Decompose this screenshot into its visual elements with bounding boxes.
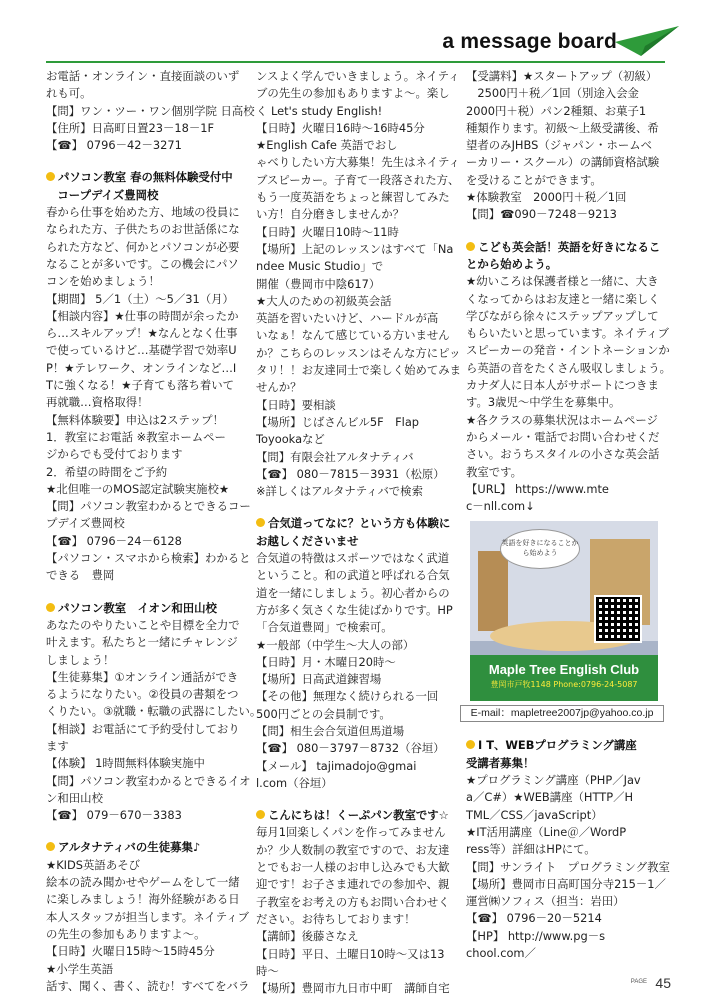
text-line: 【場所】豊岡市九日市中町 講師自宅: [256, 981, 450, 996]
text-line: もらいたいと思っています。ネイティブ: [466, 326, 669, 341]
text-line: に楽しみましょう！海外経験がある日: [46, 892, 240, 907]
text-line: れも可。: [46, 86, 92, 101]
text-line: 時～: [256, 963, 279, 978]
article-heading: I T、WEBプログラミング講座: [466, 737, 662, 754]
text-line: タリ！！お友達同士で楽しく始めてみま: [256, 363, 462, 378]
text-line: せんか？: [256, 380, 302, 395]
text-line: TML／CSS／javaScript）: [466, 807, 603, 822]
text-line: 本人スタッフが担当します。ネイティブ: [46, 909, 249, 924]
text-line: 【問】パソコン教室わかるとできるイオ: [46, 773, 251, 788]
text-line: 【問】サンライト プログラミング教室: [466, 859, 670, 874]
text-line: 1．教室にお電話 ※教室ホームペー: [46, 429, 226, 444]
text-line: ★北但唯一のMOS認定試験実施校★: [46, 481, 230, 496]
bullet-dot-icon: [46, 842, 55, 851]
text-line: ンスよく学んでいきましょう。ネイティ: [256, 69, 460, 83]
text-line: 望者のみJHBS（ジャパン・ホームベ: [466, 138, 653, 153]
text-line: 合気道の特徴はスポーツではなく武道: [256, 551, 450, 566]
text-line: ゃべりしたい方大募集！先生はネイティ: [256, 155, 460, 170]
text-line: ブの先生の参加もありますよ～。楽し: [256, 86, 450, 101]
page-number: 45: [655, 975, 671, 991]
text-line: 再就職…資格取得！: [46, 395, 149, 410]
text-line: の先生の参加もありますよ～。: [46, 926, 206, 941]
text-line: ress等）詳細はHPにて。: [466, 842, 596, 857]
text-line: 英語を習いたいけど、ハードルが高: [256, 311, 439, 326]
text-line: 種類作ります。初級～上級受講後、希: [466, 120, 659, 135]
text-line: コンを始めましょう！: [46, 274, 160, 289]
text-line: 【日時】平日、土曜日10時～又は13: [256, 946, 445, 961]
text-line: ★English Cafe 英語でおし: [256, 138, 398, 153]
text-line: を受けることができます。: [466, 172, 602, 187]
text-line: 【問】パソコン教室わかるとできるコー: [46, 499, 251, 514]
ad-title: Maple Tree English Club: [488, 662, 640, 678]
text-line: 子教室をお考えの方もお問い合わせく: [256, 894, 450, 909]
text-line: 【日時】月・木曜日20時～: [256, 654, 396, 669]
ad-speech-bubble: 英語を好きになることから始めよう: [500, 529, 580, 569]
text-line: 【その他】無理なく続けられる一回: [256, 689, 439, 704]
text-line: プデイズ豊岡校: [46, 516, 125, 531]
text-line: 話す、聞く、書く、読む！すべてをバラ: [46, 978, 250, 993]
text-line: 開催（豊岡市中陰617）: [256, 276, 381, 291]
text-line: スピーカーの発音・イントネーションか: [466, 343, 670, 358]
text-line: さい。おうちスタイルの小さな英会話: [466, 447, 660, 462]
ad-address: 豊岡市戸牧1148 Phone:0796-24-5087: [490, 680, 638, 690]
text-line: ★KIDS英語あそび: [46, 857, 140, 872]
spacer: [46, 824, 246, 839]
text-line: 【日時】火曜日10時～11時: [256, 224, 399, 239]
text-line: Toyookaなど: [256, 432, 325, 447]
qr-code-icon: [594, 595, 642, 643]
text-line: 500円ごとの会員制です。: [256, 706, 391, 721]
text-line: 【無料体験要】申込は2ステップ！: [46, 412, 224, 427]
text-line: か？こちらのレッスンはそんな方にピッ: [256, 345, 461, 360]
text-line: 【問】ワン・ツー・ワン個別学院 日高校: [46, 103, 255, 118]
article-heading: とから始めよう。: [466, 256, 558, 271]
column-3-bottom: [466, 722, 670, 962]
text-line: 【場所】日高武道錬習場: [256, 672, 382, 687]
column-3: [466, 68, 672, 983]
article-heading: アルタナティバの生徒募集♪: [46, 839, 246, 856]
text-line: 「合気道豊岡」で検索可。: [256, 620, 393, 635]
text-line: 【メール】 tajimadojo@gmai: [256, 758, 417, 773]
text-line: 【問】☎090－7248－9213: [466, 207, 617, 222]
bullet-dot-icon: [46, 172, 55, 181]
article-heading: パソコン教室 イオン和田山校: [46, 600, 246, 617]
text-line: 【相談】お電話にて予約受付しており: [46, 721, 240, 736]
text-line: 春から仕事を始めた方、地域の役員に: [46, 205, 240, 220]
text-line: 【生徒募集】①オンライン通話ができ: [46, 669, 239, 684]
text-line: 【☎】 079－670－3383: [46, 808, 182, 823]
text-line: 【受講料】★スタートアップ（初級）: [466, 69, 658, 83]
text-line: ★大人のための初級英会話: [256, 293, 392, 308]
text-line: c－nll.com↓: [466, 499, 535, 514]
text-line: ndee Music Studio」で: [256, 259, 384, 274]
text-line: 学びながら徐々にステップアップして: [466, 308, 659, 323]
text-line: 【期間】 5／1（土）～5／31（月）: [46, 291, 234, 306]
text-line: 【HP】 http://www.pg－s: [466, 928, 606, 943]
text-line: 【場所】じばさんビル5F Flap: [256, 414, 420, 429]
text-line: P！★テレワーク、オンラインなど…I: [46, 360, 237, 375]
text-line: からメール・電話でお問い合わせくだ: [466, 429, 660, 444]
bullet-dot-icon: [256, 810, 265, 819]
column-3-top: [466, 68, 672, 515]
text-line: ★IT活用講座（Line＠／WordP: [466, 824, 627, 839]
section-title: a message board: [442, 30, 617, 53]
text-line: す。3歳児～中学生を募集中。: [466, 395, 621, 410]
text-line: なられた方、子供たちのお世話係にな: [46, 222, 240, 237]
text-line: 2000円＋税）パン2種類、お菓子1: [466, 103, 647, 118]
text-line: くなってからはお友達と一緒に楽しく: [466, 291, 660, 306]
text-line: くりたい。③就職・転職の武器にしたい。: [46, 704, 262, 719]
text-line: もう一度英語をちょっと練習してみた: [256, 190, 450, 205]
text-line: 【相談内容】★仕事の時間が余ったか: [46, 308, 239, 323]
text-line: 【場所】豊岡市日高町国分寺215－1／: [466, 876, 666, 891]
text-line: ★各クラスの募集状況はホームページ: [466, 412, 658, 427]
text-line: 【☎】 080－7815－3931（松原）: [256, 466, 445, 481]
text-line: カナダ人に日本人がサポートにつきま: [466, 378, 659, 393]
spacer: [46, 585, 246, 600]
article-heading: 受講者募集！: [466, 755, 535, 770]
text-line: られた方など、何かとパソコンが必要: [46, 239, 240, 254]
page-label: PAGE: [630, 979, 647, 985]
spacer: [256, 500, 456, 515]
text-line: ら…スキルアップ！★なんとなく仕事: [46, 326, 238, 341]
text-line: とでもお一人様のお申し込みでも大歓: [256, 860, 450, 875]
text-line: Tに強くなる！★子育ても落ち着いて: [46, 378, 235, 393]
text-line: 【☎】 0796－24－6128: [46, 533, 182, 548]
ad-email: E-mail：mapletree2007jp@yahoo.co.jp: [460, 705, 664, 722]
text-line: ★体験教室 2000円＋税／1回: [466, 190, 627, 205]
text-line: 方が多く気さくな生徒ばかりです。HP: [256, 602, 453, 617]
text-line: 【問】相生会合気道但馬道場: [256, 723, 405, 738]
spacer: [466, 722, 662, 737]
text-line: 【パソコン・スマホから検索】わかると: [46, 551, 251, 566]
text-line: なることが多いです。この機会にパソ: [46, 256, 239, 271]
spacer: [256, 792, 456, 807]
article-heading: 合気道ってなに？という方も体験に: [256, 515, 456, 532]
text-line: ーカリー・スクール）の講師資格試験: [466, 155, 660, 170]
text-line: ★プログラミング講座（PHP／Jav: [466, 773, 641, 788]
text-line: ブスピーカー。子育て一段落された方、: [256, 172, 460, 187]
text-line: 【住所】日高町日置23－18－1F: [46, 120, 215, 135]
paper-plane-icon: [615, 24, 679, 58]
article-heading: コープデイズ豊岡校: [46, 187, 159, 202]
spacer: [46, 154, 246, 169]
text-line: 【講師】後藤さなえ: [256, 929, 359, 944]
ad-banner: [470, 655, 658, 701]
text-line: ということ。和の武道と呼ばれる合気: [256, 568, 450, 583]
article-heading: こども英会話！英語を好きになるこ: [466, 239, 662, 256]
text-line: 【日時】火曜日16時～16時45分: [256, 120, 425, 135]
text-line: 【☎】 0796－20－5214: [466, 911, 602, 926]
bullet-dot-icon: [466, 242, 475, 251]
text-line: で使っているけど…基礎学習で効率U: [46, 343, 237, 358]
text-line: ジからでも受付ております: [46, 447, 183, 462]
text-line: 運営㈱ソフィス（担当：岩田）: [466, 894, 625, 909]
text-line: 【場所】上記のレッスンはすべて「Na: [256, 241, 454, 256]
column-2: [256, 68, 462, 996]
text-line: ださい。お待ちしております！: [256, 911, 416, 926]
text-line: 【日時】要相談: [256, 397, 336, 412]
text-line: 道を一緒にしましょう。初心者からの: [256, 585, 450, 600]
article-heading: お越しくださいませ: [256, 533, 359, 548]
text-line: い方！自分磨きしませんか？: [256, 207, 405, 222]
maple-tree-ad-image: [470, 521, 658, 701]
text-line: しましょう！: [46, 652, 115, 667]
text-line: ※詳しくはアルタナティバで検索: [256, 484, 423, 499]
text-line: いなぁ！なんて感じている方いません: [256, 328, 450, 343]
bullet-dot-icon: [46, 603, 55, 612]
text-line: a／C#）★WEB講座（HTTP／H: [466, 790, 634, 805]
text-line: 教室です。: [466, 464, 523, 479]
spacer: [466, 224, 662, 239]
text-line: 絵本の読み聞かせやゲームをして一緒: [46, 875, 240, 890]
text-line: 【☎】 080－3797－8732（谷垣）: [256, 741, 445, 756]
text-line: 毎月1回楽しくパンを作ってみません: [256, 825, 446, 840]
text-line: できる 豊岡: [46, 568, 115, 583]
text-line: ★小学生英語: [46, 961, 114, 976]
column-1: [46, 68, 262, 993]
text-line: く Let's study English!: [256, 103, 383, 118]
text-line: 2500円＋税／1回（別途入会金: [466, 86, 639, 101]
text-line: 迎です！お子さま連れでの参加や、親: [256, 877, 450, 892]
text-line: ら英語の音をたくさん吸収しましょう。: [466, 360, 672, 375]
text-line: ン和田山校: [46, 790, 103, 805]
article-heading: パソコン教室 春の無料体験受付中: [46, 169, 246, 186]
text-line: 2．希望の時間をご予約: [46, 464, 168, 479]
text-line: ます: [46, 738, 69, 753]
text-line: お電話・オンライン・直接面談のいず: [46, 69, 240, 83]
text-line: l.com（谷垣）: [256, 775, 333, 790]
text-line: chool.com／: [466, 945, 536, 960]
text-line: ★一般部（中学生～大人の部）: [256, 637, 415, 652]
text-line: 【問】有限会社アルタナティバ: [256, 449, 414, 464]
text-line: 【日時】火曜日15時～15時45分: [46, 944, 215, 959]
article-heading: こんにちは！くーぷパン教室です☆: [256, 807, 456, 824]
text-line: 叶えます。私たちと一緒にチャレンジ: [46, 635, 238, 650]
bullet-dot-icon: [466, 740, 475, 749]
text-line: ★幼いころは保護者様と一緒に、大き: [466, 274, 659, 289]
text-line: あなたのやりたいことや目標を全力で: [46, 617, 240, 632]
text-line: 【URL】 https://www.mte: [466, 481, 609, 496]
text-line: るようになりたい。②役員の書類をつ: [46, 687, 239, 702]
text-line: 【☎】 0796－42－3271: [46, 138, 182, 153]
header-rule: [46, 61, 665, 63]
bullet-dot-icon: [256, 518, 265, 527]
text-line: か？少人数制の教室ですので、お友達: [256, 842, 450, 857]
text-line: 【体験】 1時間無料体験実施中: [46, 756, 205, 771]
